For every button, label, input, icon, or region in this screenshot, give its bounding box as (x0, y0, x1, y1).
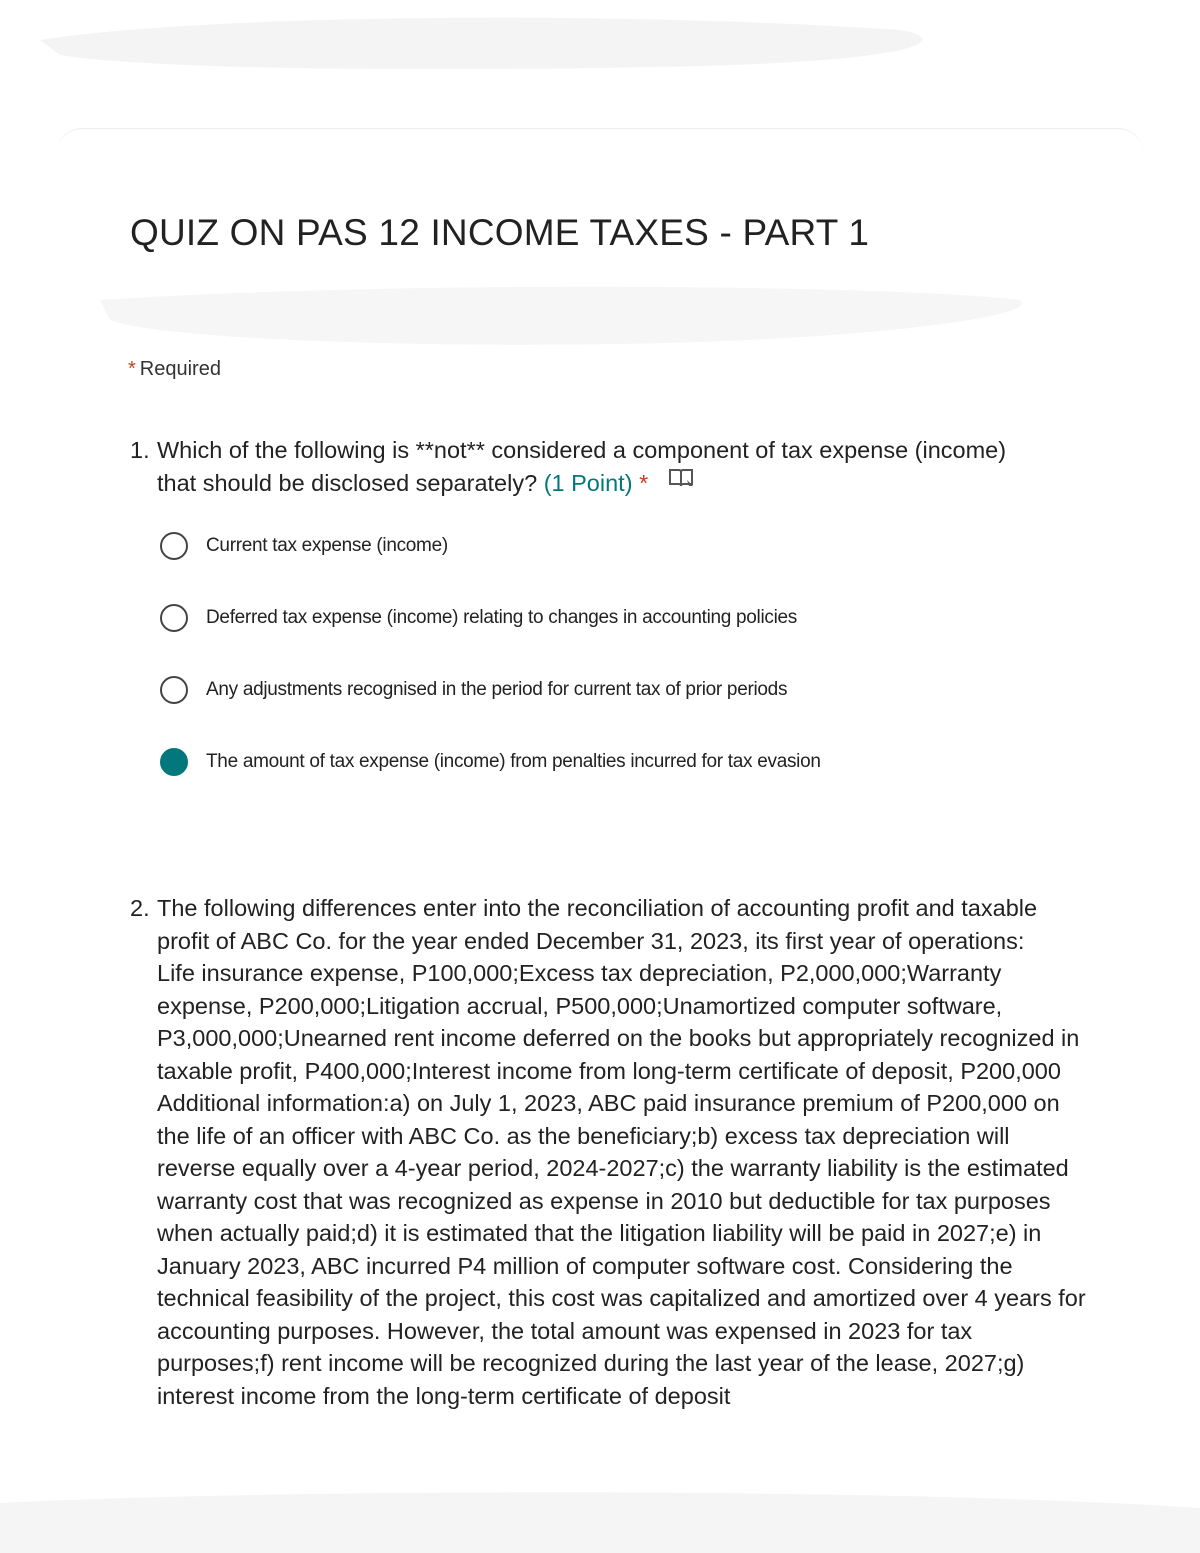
option-adjustments[interactable] (160, 673, 787, 707)
radio-button[interactable] (160, 604, 188, 632)
option-current-tax[interactable] (160, 529, 448, 563)
question-points: (1 Point) (543, 469, 633, 496)
question-items: Life insurance expense, P100,000;Excess tax depreciation, P2,000,000;Warranty expense, P200,000;Litigation accrual, P500,000;Unamortized computer software, P3,000,000;Unearned rent income deferred on the books but appropriately recognized in taxable profit, P400,000;Interest income from long-term certificate of deposit, P200,000 (157, 960, 1080, 1084)
question-required-star: * (639, 469, 649, 496)
question-additional-info: Additional information:a) on July 1, 2023, ABC paid insurance premium of P200,000 on the life of an officer with ABC Co. as the beneficiary;b) excess tax depreciation will reverse equally over a 4-year period, 2024-2027;c) the warranty liability is the estimated warranty cost that was recognized as expense in 2010 but deductible for tax purposes when actually paid;d) it is estimated that the litigation liability will be paid in 2027;e) in January 2023, ABC incurred P4 million of computer software cost. Considering the technical feasibility of the project, this cost was capitalized and amortized over 4 years for accounting purposes. However, the total amount was expensed in 2023 for tax purposes;f) rent income will be recognized during the last year of the lease, 2027;g) interest income from the long-term certificate of deposit (157, 1090, 1086, 1409)
radio-button[interactable] (160, 676, 188, 704)
option-deferred-tax[interactable] (160, 601, 797, 635)
radio-button[interactable] (160, 532, 188, 560)
option-label: Any adjustments recognised in the period for current tax of prior periods (206, 679, 788, 700)
question-number: 1. (130, 437, 150, 463)
option-label: Current tax expense (income) (206, 535, 448, 556)
top-smudge (0, 0, 1200, 90)
option-penalties[interactable] (160, 745, 821, 779)
question-2 (130, 892, 1090, 1412)
question-intro: The following differences enter into the reconciliation of accounting profit and taxable profit of ABC Co. for the year ended December 31, 2023, its first year of operations: (157, 895, 1038, 954)
required-note (128, 358, 221, 381)
question-text (157, 434, 1090, 501)
option-label: The amount of tax expense (income) from penalties incurred for tax evasion (206, 751, 821, 772)
immersive-reader-icon[interactable] (667, 466, 695, 499)
radio-button-selected[interactable] (160, 748, 188, 776)
question-1 (130, 434, 1090, 501)
option-label: Deferred tax expense (income) relating to changes in accounting policies (206, 607, 797, 628)
question-text-line2: that should be disclosed separately? (157, 469, 538, 496)
form-title: QUIZ ON PAS 12 INCOME TAXES - PART 1 (130, 212, 870, 253)
question-text (157, 892, 1090, 1412)
question-number: 2. (130, 895, 150, 921)
required-star: * (128, 358, 136, 380)
question-text-line1: Which of the following is **not** considered a component of tax expense (income) (157, 437, 1007, 463)
required-label: Required (139, 358, 221, 380)
